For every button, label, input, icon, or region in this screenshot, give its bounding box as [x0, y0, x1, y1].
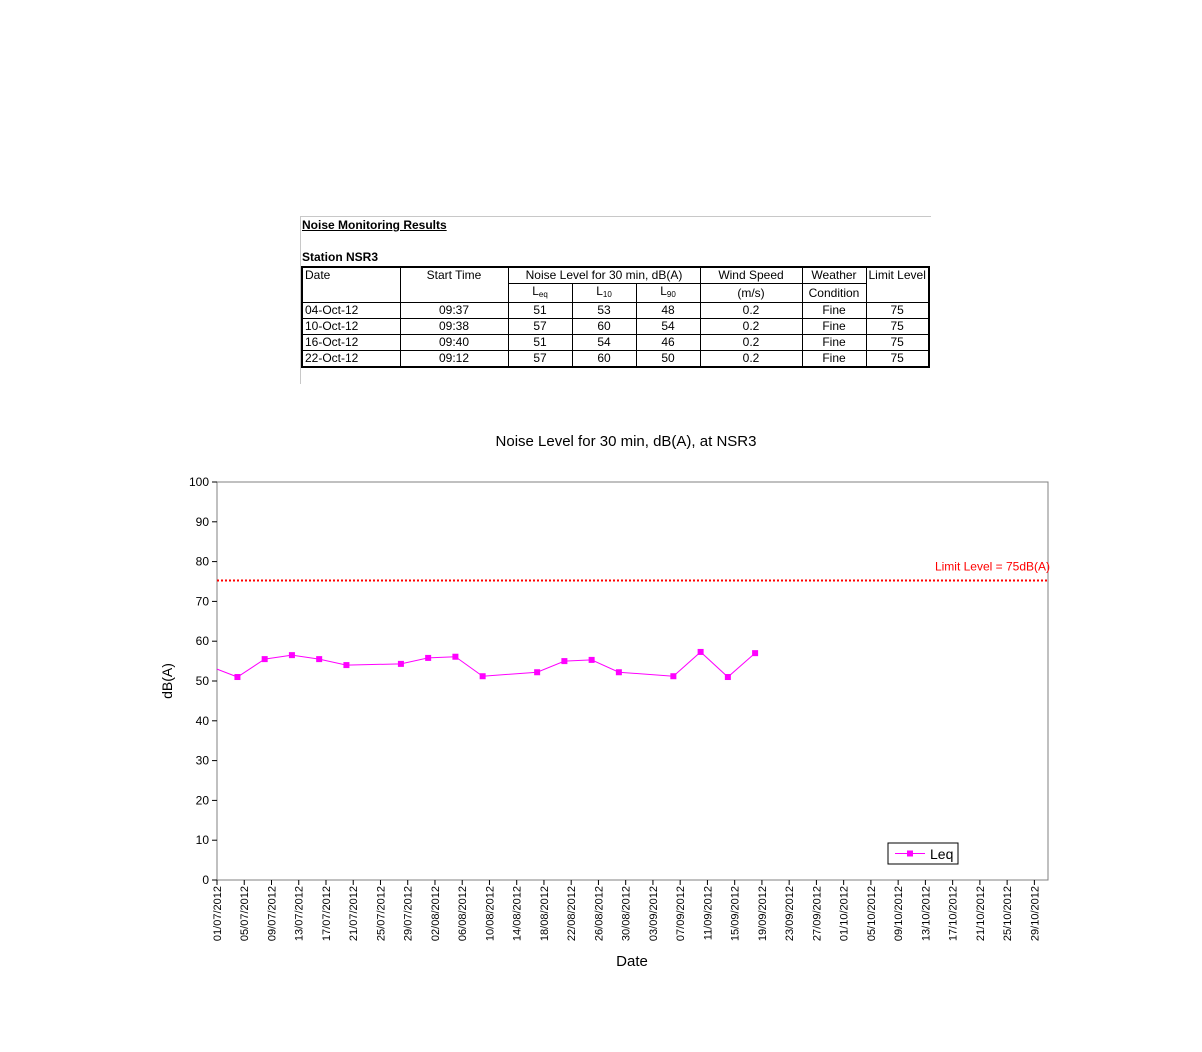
noise-level-chart [0, 420, 1202, 980]
legend-marker-swatch [907, 851, 913, 857]
header-leq: $L_{eq}$ [508, 284, 572, 303]
x-tick-label: 14/08/2012 [511, 886, 524, 942]
x-tick-label: 01/10/2012 [838, 886, 851, 942]
station-label: Station NSR3 [302, 250, 379, 264]
x-tick-label: 11/09/2012 [702, 886, 715, 941]
table-header-row [302, 267, 929, 284]
x-tick-label: 26/08/2012 [593, 886, 606, 942]
x-tick-label: 05/07/2012 [239, 886, 252, 942]
header-weather: Weather [802, 267, 866, 284]
y-tick-label: 80 [195, 554, 209, 569]
header-limit-level: Limit Level [866, 267, 929, 303]
table-title: Noise Monitoring Results [302, 218, 447, 232]
x-tick-label: 29/10/2012 [1029, 886, 1042, 942]
chart-title: Noise Level for 30 min, dB(A), at NSR3 [495, 433, 757, 450]
limit-label: Limit Level = 75dB(A) [934, 559, 1050, 574]
x-tick-label: 22/08/2012 [566, 886, 579, 942]
data-point [398, 661, 404, 667]
data-point [343, 662, 349, 668]
x-tick-label: 01/07/2012 [212, 886, 224, 942]
data-point [289, 652, 295, 658]
y-tick-label: 50 [195, 674, 209, 688]
header-l10: $L_{10}$ [572, 284, 636, 303]
table-row: 16-Oct-12 09:40 51 54 46 0.2 Fine 75 [302, 335, 929, 351]
x-tick-label: 23/09/2012 [784, 886, 797, 942]
x-tick-label: 15/09/2012 [729, 886, 742, 942]
y-tick-label: 40 [195, 713, 209, 728]
header-weather-line2: Condition [802, 284, 866, 303]
data-point [589, 657, 595, 663]
data-point [452, 654, 458, 660]
x-tick-label: 29/07/2012 [402, 886, 415, 942]
x-axis-label: Date [616, 953, 648, 970]
x-tick-label: 05/10/2012 [865, 886, 878, 942]
y-tick-label: 10 [195, 833, 209, 848]
results-table-block [301, 216, 931, 384]
y-tick-label: 0 [202, 873, 209, 887]
x-tick-label: 09/10/2012 [893, 886, 906, 942]
table-row: 22-Oct-12 09:12 57 60 50 0.2 Fine 75 [302, 351, 929, 368]
x-tick-label: 25/10/2012 [1002, 885, 1015, 942]
x-tick-label: 13/10/2012 [920, 886, 933, 942]
legend [888, 843, 958, 864]
y-tick-label: 60 [195, 634, 209, 649]
data-point [316, 656, 322, 662]
x-tick-label: 02/08/2012 [429, 886, 442, 942]
y-tick-label: 20 [195, 793, 209, 808]
data-point [725, 674, 731, 680]
sheet-top-border [301, 216, 931, 217]
data-point [752, 650, 758, 656]
data-point [698, 649, 704, 655]
y-tick-label: 90 [195, 514, 209, 529]
header-wind-speed: Wind Speed [700, 267, 802, 284]
x-tick-label: 17/10/2012 [947, 886, 960, 942]
y-axis [189, 475, 217, 887]
x-tick-label: 09/07/2012 [266, 886, 279, 942]
x-tick-label: 07/09/2012 [675, 886, 688, 942]
x-tick-label: 27/09/2012 [811, 886, 824, 942]
data-point [234, 674, 240, 680]
data-point [480, 673, 486, 679]
header-start-time: Start Time [400, 267, 508, 303]
plot-area [217, 482, 1048, 880]
results-table [301, 266, 930, 368]
x-tick-label: 30/08/2012 [620, 886, 633, 942]
data-point [616, 669, 622, 675]
data-point [670, 673, 676, 679]
x-tick-label: 21/07/2012 [348, 886, 361, 942]
header-noise-level: Noise Level for 30 min, dB(A) [508, 267, 700, 284]
x-tick-label: 17/07/2012 [320, 886, 333, 942]
data-point [534, 669, 540, 675]
data-point [561, 658, 567, 664]
y-axis-label: dB(A) [159, 663, 175, 699]
x-tick-label: 13/07/2012 [293, 886, 306, 942]
y-tick-label: 30 [195, 753, 209, 768]
x-tick-label: 03/09/2012 [647, 886, 660, 942]
x-tick-label: 21/10/2012 [974, 886, 987, 942]
table-row: 10-Oct-12 09:38 57 60 54 0.2 Fine 75 [302, 319, 929, 335]
x-tick-label: 06/08/2012 [457, 886, 470, 942]
data-point [262, 656, 268, 662]
header-l90: $L_{90}$ [636, 284, 700, 303]
data-point [425, 655, 431, 661]
x-tick-label: 10/08/2012 [484, 886, 497, 942]
legend-label: Leq [930, 846, 954, 862]
x-axis [212, 880, 1041, 941]
header-date: Date [302, 267, 400, 303]
table-row: 04-Oct-12 09:37 51 53 48 0.2 Fine 75 [302, 303, 929, 319]
y-tick-label: 100 [188, 475, 209, 489]
x-tick-label: 18/08/2012 [538, 886, 551, 942]
header-wind-unit: (m/s) [700, 284, 802, 303]
x-tick-label: 25/07/2012 [375, 886, 388, 942]
y-tick-label: 70 [195, 594, 209, 609]
x-tick-label: 19/09/2012 [756, 886, 769, 942]
